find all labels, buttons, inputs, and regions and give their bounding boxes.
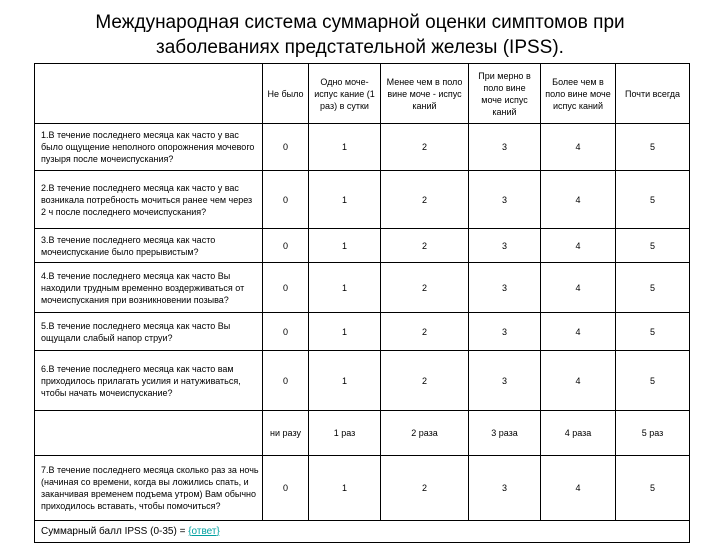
question-row [35,229,690,263]
header-cell: 5 раз [616,411,690,456]
score-cell[interactable]: 4 [541,229,616,263]
score-cell[interactable]: 0 [263,124,309,171]
score-cell[interactable]: 4 [541,171,616,229]
score-cell[interactable]: 3 [469,229,541,263]
score-cell[interactable]: 5 [616,124,690,171]
score-cell[interactable]: 1 [309,229,381,263]
score-cell[interactable]: 4 [541,351,616,411]
score-cell[interactable]: 1 [309,313,381,351]
header-empty-cell [35,64,263,124]
header-cell: 2 раза [381,411,469,456]
score-cell[interactable]: 3 [469,263,541,313]
score-cell[interactable]: 5 [616,171,690,229]
score-cell[interactable]: 3 [469,124,541,171]
question-text: 7.В течение последнего месяца сколько раз за ночь (начиная со времени, когда вы ложились спать, и заканчивая временем подъема утром) Вам обычно приходилось вставать, чтобы помочиться? [35,456,263,521]
score-cell[interactable]: 3 [469,456,541,521]
score-cell[interactable]: 2 [381,456,469,521]
score-cell[interactable]: 1 [309,456,381,521]
score-cell[interactable]: 0 [263,171,309,229]
score-cell[interactable]: 0 [263,351,309,411]
score-cell[interactable]: 2 [381,313,469,351]
question-row [35,456,690,521]
score-cell[interactable]: 1 [309,263,381,313]
score-cell[interactable]: 0 [263,313,309,351]
score-cell[interactable]: 0 [263,456,309,521]
question-row [35,263,690,313]
score-cell[interactable]: 5 [616,229,690,263]
score-cell[interactable]: 5 [616,313,690,351]
ipss-table [34,63,690,543]
score-cell[interactable]: 5 [616,456,690,521]
question-row [35,171,690,229]
score-cell[interactable]: 2 [381,351,469,411]
question-text: 5.В течение последнего месяца как часто Вы ощущали слабый напор струи? [35,313,263,351]
total-row [35,521,690,543]
header-cell: Менее чем в поло вине моче - испус каний [381,64,469,124]
night-header-row [35,411,690,456]
header-cell: При мерно в поло вине моче испус каний [469,64,541,124]
header-cell: 4 раза [541,411,616,456]
score-cell[interactable]: 2 [381,124,469,171]
question-row [35,351,690,411]
score-cell[interactable]: 3 [469,351,541,411]
score-cell[interactable]: 2 [381,263,469,313]
score-cell[interactable]: 1 [309,171,381,229]
header-cell: Одно моче-испус кание (1 раз) в сутки [309,64,381,124]
question-text: 2.В течение последнего месяца как часто у вас возникала потребность мочиться ранее чем через 2 ч после последнего мочеиспускания? [35,171,263,229]
score-cell[interactable]: 4 [541,456,616,521]
header-cell: 3 раза [469,411,541,456]
question-text: 6.В течение последнего месяца как часто вам приходилось прилагать усилия и натуживаться, чтобы начать мочеиспускание? [35,351,263,411]
header-cell: 1 раз [309,411,381,456]
header-cell: Не было [263,64,309,124]
header-cell: Более чем в поло вине моче испус каний [541,64,616,124]
score-cell[interactable]: 0 [263,229,309,263]
score-cell[interactable]: 3 [469,171,541,229]
score-cell[interactable]: 3 [469,313,541,351]
empty-cell [35,411,263,456]
header-cell: Почти всегда [616,64,690,124]
score-cell[interactable]: 4 [541,313,616,351]
score-cell[interactable]: 0 [263,263,309,313]
score-cell[interactable]: 1 [309,351,381,411]
answer-link[interactable]: {ответ} [188,525,220,537]
total-label: Суммарный балл IPSS (0-35) = [41,525,189,537]
question-text: 4.В течение последнего месяца как часто Вы находили трудным временно воздерживаться от мочеиспускания при возникновении позыва? [35,263,263,313]
header-row [35,64,690,124]
score-cell[interactable]: 4 [541,124,616,171]
score-cell[interactable]: 5 [616,263,690,313]
score-cell[interactable]: 1 [309,124,381,171]
score-cell[interactable]: 2 [381,171,469,229]
header-cell: ни разу [263,411,309,456]
question-text: 1.В течение последнего месяца как часто у вас было ощущение неполного опорожнения мочевого пузыря после мочеиспускания? [35,124,263,171]
score-cell[interactable]: 4 [541,263,616,313]
page-title: Международная система суммарной оценки симптомов при заболеваниях предстательной железы (IPSS). [95,12,625,58]
question-text: 3.В течение последнего месяца как часто мочеиспускание было прерывистым? [35,229,263,263]
question-row [35,124,690,171]
score-cell[interactable]: 5 [616,351,690,411]
question-row [35,313,690,351]
score-cell[interactable]: 2 [381,229,469,263]
